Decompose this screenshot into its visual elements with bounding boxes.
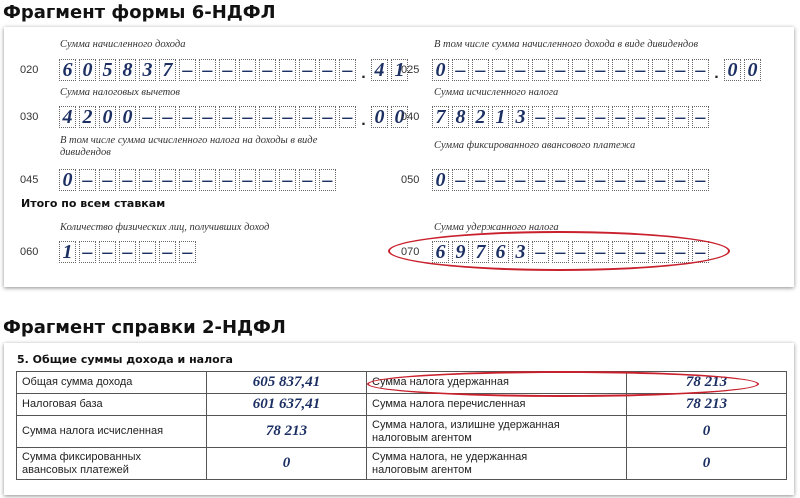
digit-cell: 3 (139, 59, 156, 81)
digit-cell: – (552, 106, 569, 128)
digit-cell: – (452, 169, 469, 191)
digit-cell: – (592, 169, 609, 191)
cell-fixed-advance-label-line1: Сумма фиксированных (22, 450, 142, 463)
field-030-label: Сумма налоговых вычетов (60, 87, 180, 98)
digit-cell: 3 (512, 241, 529, 263)
cell-tax-not-withheld-label (367, 448, 627, 480)
field-045-label-line2: дивидендов (60, 147, 111, 158)
field-060-cells (59, 240, 199, 264)
digit-cell: 4 (59, 106, 76, 128)
highlight-ellipse-tax-withheld (367, 371, 759, 397)
digit-cell: – (512, 169, 529, 191)
digit-cell: – (652, 106, 669, 128)
digit-cell: – (692, 106, 709, 128)
digit-cell: – (119, 169, 136, 191)
digit-cell: – (572, 59, 589, 81)
digit-cell: 0 (79, 59, 96, 81)
digit-cell: 9 (452, 241, 469, 263)
field-045-label (60, 135, 317, 159)
field-070-code: 070 (401, 246, 420, 258)
digit-cell: 2 (472, 106, 489, 128)
field-070-label: Сумма удержанного налога (434, 222, 559, 233)
digit-cell: – (279, 169, 296, 191)
cell-tax-overwithheld-label (367, 416, 627, 448)
table-row (17, 394, 787, 416)
field-050-code: 050 (401, 174, 420, 186)
cell-tax-not-withheld-value: 0 (627, 448, 787, 480)
digit-cell: – (219, 106, 236, 128)
cell-tax-overwithheld-label-line1: Сумма налога, излишне удержанная (372, 418, 560, 431)
digit-cell: – (239, 59, 256, 81)
digit-cell: 7 (432, 106, 449, 128)
digit-cell: – (612, 169, 629, 191)
digit-cell: 8 (119, 59, 136, 81)
digit-cell: – (572, 106, 589, 128)
digit-cell: – (179, 241, 196, 263)
digit-cell: – (492, 169, 509, 191)
digit-cell: – (652, 169, 669, 191)
digit-cell: – (672, 241, 689, 263)
digit-cell: – (552, 59, 569, 81)
certificate-2ndfl-panel (4, 343, 794, 495)
field-060-code: 060 (20, 246, 39, 258)
digit-cell: – (652, 59, 669, 81)
digit-cell: – (79, 169, 96, 191)
field-020-cells (59, 58, 411, 82)
digit-cell: – (199, 59, 216, 81)
digit-cell: – (532, 169, 549, 191)
cell-tax-calculated-label: Сумма налога исчисленная (17, 416, 207, 448)
field-045-cells (59, 168, 339, 192)
digit-cell: – (632, 169, 649, 191)
digit-cell: – (592, 106, 609, 128)
digit-cell: – (299, 169, 316, 191)
digit-cell: 4 (371, 59, 388, 81)
total-all-rates-label: Итого по всем ставкам (21, 197, 166, 210)
digit-cell: 3 (512, 106, 529, 128)
field-045-label-line1: В том числе сумма исчисленного налога на доходы в виде (60, 135, 318, 146)
field-020-code: 020 (20, 64, 39, 76)
digit-cell: – (612, 106, 629, 128)
digit-cell: – (139, 241, 156, 263)
digit-cell: – (632, 106, 649, 128)
table-row (17, 416, 787, 448)
field-025-code: 025 (401, 64, 420, 76)
digit-cell: – (672, 106, 689, 128)
certificate-heading: Фрагмент справки 2-НДФЛ (3, 317, 286, 338)
cell-tax-transferred-label: Сумма налога перечисленная (367, 394, 627, 416)
digit-cell: – (532, 241, 549, 263)
digit-cell: – (159, 169, 176, 191)
digit-cell: – (339, 106, 356, 128)
digit-cell: – (472, 169, 489, 191)
digit-cell: 5 (99, 59, 116, 81)
digit-cell: – (259, 59, 276, 81)
digit-cell: – (652, 241, 669, 263)
digit-cell: – (472, 59, 489, 81)
digit-cell: – (259, 169, 276, 191)
cell-tax-not-withheld-label-line2: налоговым агентом (372, 463, 472, 476)
digit-cell: – (612, 59, 629, 81)
digit-cell: – (572, 241, 589, 263)
digit-cell: – (299, 59, 316, 81)
digit-cell: – (219, 59, 236, 81)
digit-cell: – (179, 59, 196, 81)
digit-cell: – (299, 106, 316, 128)
digit-cell: – (319, 59, 336, 81)
field-030-code: 030 (20, 111, 39, 123)
field-040-code: 040 (401, 111, 420, 123)
digit-cell: – (239, 106, 256, 128)
digit-cell: 6 (492, 241, 509, 263)
digit-cell: 0 (724, 59, 741, 81)
digit-cell: – (692, 59, 709, 81)
field-040-cells (432, 105, 712, 129)
digit-cell: – (139, 106, 156, 128)
digit-cell: – (79, 241, 96, 263)
digit-cell: – (199, 169, 216, 191)
digit-cell: – (159, 106, 176, 128)
cell-tax-calculated-value: 78 213 (207, 416, 367, 448)
digit-cell: – (552, 241, 569, 263)
digit-cell: – (532, 59, 549, 81)
form-6ndfl-panel (4, 27, 794, 287)
cell-tax-overwithheld-value: 0 (627, 416, 787, 448)
digit-cell: – (219, 169, 236, 191)
cell-tax-withheld-label: Сумма налога удержанная (367, 372, 627, 394)
field-060-label: Количество физических лиц, получивших доход (60, 222, 270, 233)
digit-cell: – (512, 59, 529, 81)
field-050-label: Сумма фиксированного авансового платежа (434, 140, 636, 151)
form-heading: Фрагмент формы 6-НДФЛ (3, 2, 276, 23)
cell-tax-base-label: Налоговая база (17, 394, 207, 416)
digit-cell: – (572, 169, 589, 191)
digit-cell: – (279, 106, 296, 128)
cell-fixed-advance-label (17, 448, 207, 480)
digit-cell: – (199, 106, 216, 128)
digit-cell: – (179, 106, 196, 128)
field-020-label: Сумма начисленного дохода (60, 39, 186, 50)
digit-cell: – (672, 169, 689, 191)
digit-cell: 7 (472, 241, 489, 263)
digit-cell: – (339, 59, 356, 81)
cell-tax-overwithheld-label-line2: налоговым агентом (372, 431, 472, 444)
cell-total-income-label: Общая сумма дохода (17, 372, 207, 394)
digit-cell: – (632, 59, 649, 81)
field-025-cells (432, 58, 764, 82)
digit-cell: – (452, 59, 469, 81)
digit-cell: – (119, 241, 136, 263)
table-row (17, 448, 787, 480)
digit-cell: – (159, 241, 176, 263)
cell-total-income-value: 605 837,41 (207, 372, 367, 394)
digit-cell: – (592, 241, 609, 263)
digit-cell: – (692, 169, 709, 191)
field-040-label: Сумма исчисленного налога (434, 87, 559, 98)
digit-cell: 8 (452, 106, 469, 128)
cell-fixed-advance-label-line2: авансовых платежей (22, 463, 129, 476)
field-025-label: В том числе сумма начисленного дохода в виде дивидендов (434, 39, 699, 50)
digit-cell: 1 (391, 59, 408, 81)
digit-cell: – (532, 106, 549, 128)
digit-cell: 0 (59, 169, 76, 191)
digit-cell: – (319, 169, 336, 191)
digit-cell: – (692, 241, 709, 263)
digit-cell: – (592, 59, 609, 81)
certificate-section-title: 5. Общие суммы дохода и налога (17, 353, 233, 366)
digit-cell: – (492, 59, 509, 81)
decimal-separator: . (361, 65, 366, 82)
digit-cell: 0 (119, 106, 136, 128)
digit-cell: – (99, 169, 116, 191)
digit-cell: 1 (59, 241, 76, 263)
digit-cell: – (179, 169, 196, 191)
cell-tax-transferred-value: 78 213 (627, 394, 787, 416)
digit-cell: – (279, 59, 296, 81)
digit-cell: – (259, 106, 276, 128)
digit-cell: – (552, 169, 569, 191)
digit-cell: – (672, 59, 689, 81)
digit-cell: 0 (432, 59, 449, 81)
digit-cell: 0 (371, 106, 388, 128)
digit-cell: 2 (79, 106, 96, 128)
digit-cell: 6 (432, 241, 449, 263)
cell-tax-base-value: 601 637,41 (207, 394, 367, 416)
field-030-cells (59, 105, 411, 129)
digit-cell: – (239, 169, 256, 191)
digit-cell: – (139, 169, 156, 191)
decimal-separator: . (361, 112, 366, 129)
digit-cell: 0 (99, 106, 116, 128)
highlight-ellipse-070 (388, 231, 730, 271)
digit-cell: 0 (432, 169, 449, 191)
cell-tax-withheld-value: 78 213 (627, 372, 787, 394)
digit-cell: 7 (159, 59, 176, 81)
cell-fixed-advance-value: 0 (207, 448, 367, 480)
digit-cell: 6 (59, 59, 76, 81)
digit-cell: – (612, 241, 629, 263)
decimal-separator: . (714, 65, 719, 82)
digit-cell: 0 (391, 106, 408, 128)
digit-cell: – (632, 241, 649, 263)
digit-cell: – (319, 106, 336, 128)
digit-cell: – (99, 241, 116, 263)
digit-cell: 0 (744, 59, 761, 81)
cell-tax-not-withheld-label-line1: Сумма налога, не удержанная (372, 450, 528, 463)
field-045-code: 045 (20, 174, 39, 186)
field-050-cells (432, 168, 712, 192)
digit-cell: 1 (492, 106, 509, 128)
